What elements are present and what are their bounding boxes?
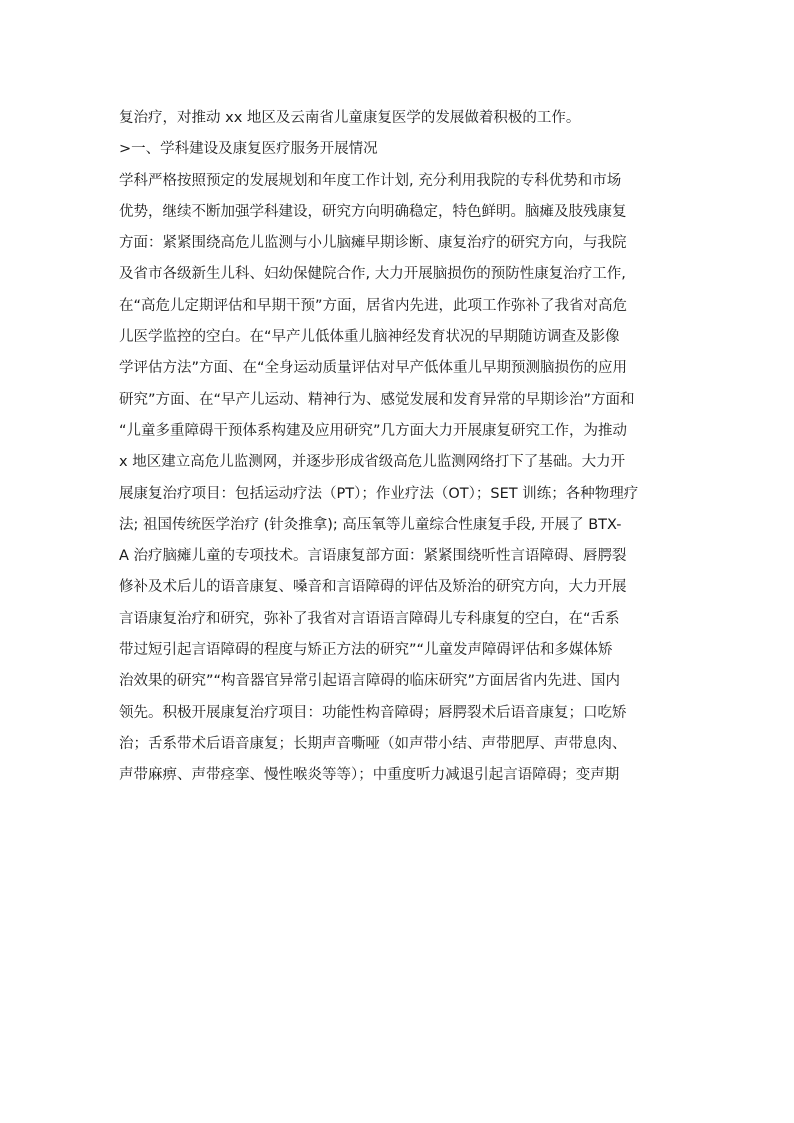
text-line: 优势，继续不断加强学科建设，研究方向明确稳定，特色鲜明。脑瘫及肢残康复 bbox=[119, 203, 627, 220]
text-line: 声带麻痹、声带痉挛、慢性喉炎等等）；中重度听力减退引起言语障碍；变声期 bbox=[119, 767, 620, 784]
text-line: 学科严格按照预定的发展规划和年度工作计划, 充分利用我院的专科优势和市场 bbox=[119, 172, 622, 189]
text-line: x 地区建立高危儿监测网，并逐步形成省级高危儿监测网络打下了基础。大力开 bbox=[119, 454, 626, 471]
text-line: 治效果的研究”“构音器官异常引起语言障碍的临床研究”方面居省内先进、国内 bbox=[119, 673, 621, 690]
text-line: 方面：紧紧围绕高危儿监测与小儿脑瘫早期诊断、康复治疗的研究方向，与我院 bbox=[119, 235, 627, 252]
text-line: 学评估方法”方面、在“全身运动质量评估对早产低体重儿早期预测脑损伤的应用 bbox=[119, 360, 628, 377]
section-heading: >一、学科建设及康复医疗服务开展情况 bbox=[119, 141, 378, 158]
text-line: “儿童多重障碍干预体系构建及应用研究”几方面大力开展康复研究工作，为推动 bbox=[119, 422, 628, 439]
text-line: 治；舌系带术后语音康复；长期声音嘶哑（如声带小结、声带肥厚、声带息肉、 bbox=[119, 735, 627, 752]
text-line: A 治疗脑瘫儿童的专项技术。言语康复部方面：紧紧围绕听性言语障碍、唇腭裂 bbox=[119, 548, 627, 565]
text-line: 领先。积极开展康复治疗项目：功能性构音障碍；唇腭裂术后语音康复；口吃矫 bbox=[119, 704, 627, 721]
text-line: 儿医学监控的空白。在“早产儿低体重儿脑神经发育状况的早期随访调查及影像 bbox=[119, 329, 620, 346]
text-line: 及省市各级新生儿科、妇幼保健院合作, 大力开展脑损伤的预防性康复治疗工作, bbox=[119, 266, 626, 283]
text-line: 在“高危儿定期评估和早期干预”方面，居省内先进，此项工作弥补了我省对高危 bbox=[119, 297, 628, 314]
text-line: 研究”方面、在“早产儿运动、精神行为、感觉发展和发育异常的早期诊治”方面和 bbox=[119, 391, 635, 408]
body-text bbox=[119, 103, 679, 792]
text-line: 展康复治疗项目：包括运动疗法（PT）；作业疗法（OT）；SET 训练；各种物理疗 bbox=[119, 485, 639, 502]
text-line: 言语康复治疗和研究，弥补了我省对言语语言障碍儿专科康复的空白，在“舌系 bbox=[119, 610, 620, 627]
text-line: 法; 祖国传统医学治疗 (针灸推拿); 高压氧等儿童综合性康复手段, 开展了 BTX- bbox=[119, 516, 622, 533]
text-line: 带过短引起言语障碍的程度与矫正方法的研究”“儿童发声障碍评估和多媒体矫 bbox=[119, 642, 613, 659]
text-line: 复治疗，对推动 xx 地区及云南省儿童康复医学的发展做着积极的工作。 bbox=[119, 110, 581, 126]
text-line: 修补及术后儿的语音康复、嗓音和言语障碍的评估及矫治的研究方向，大力开展 bbox=[119, 579, 627, 596]
